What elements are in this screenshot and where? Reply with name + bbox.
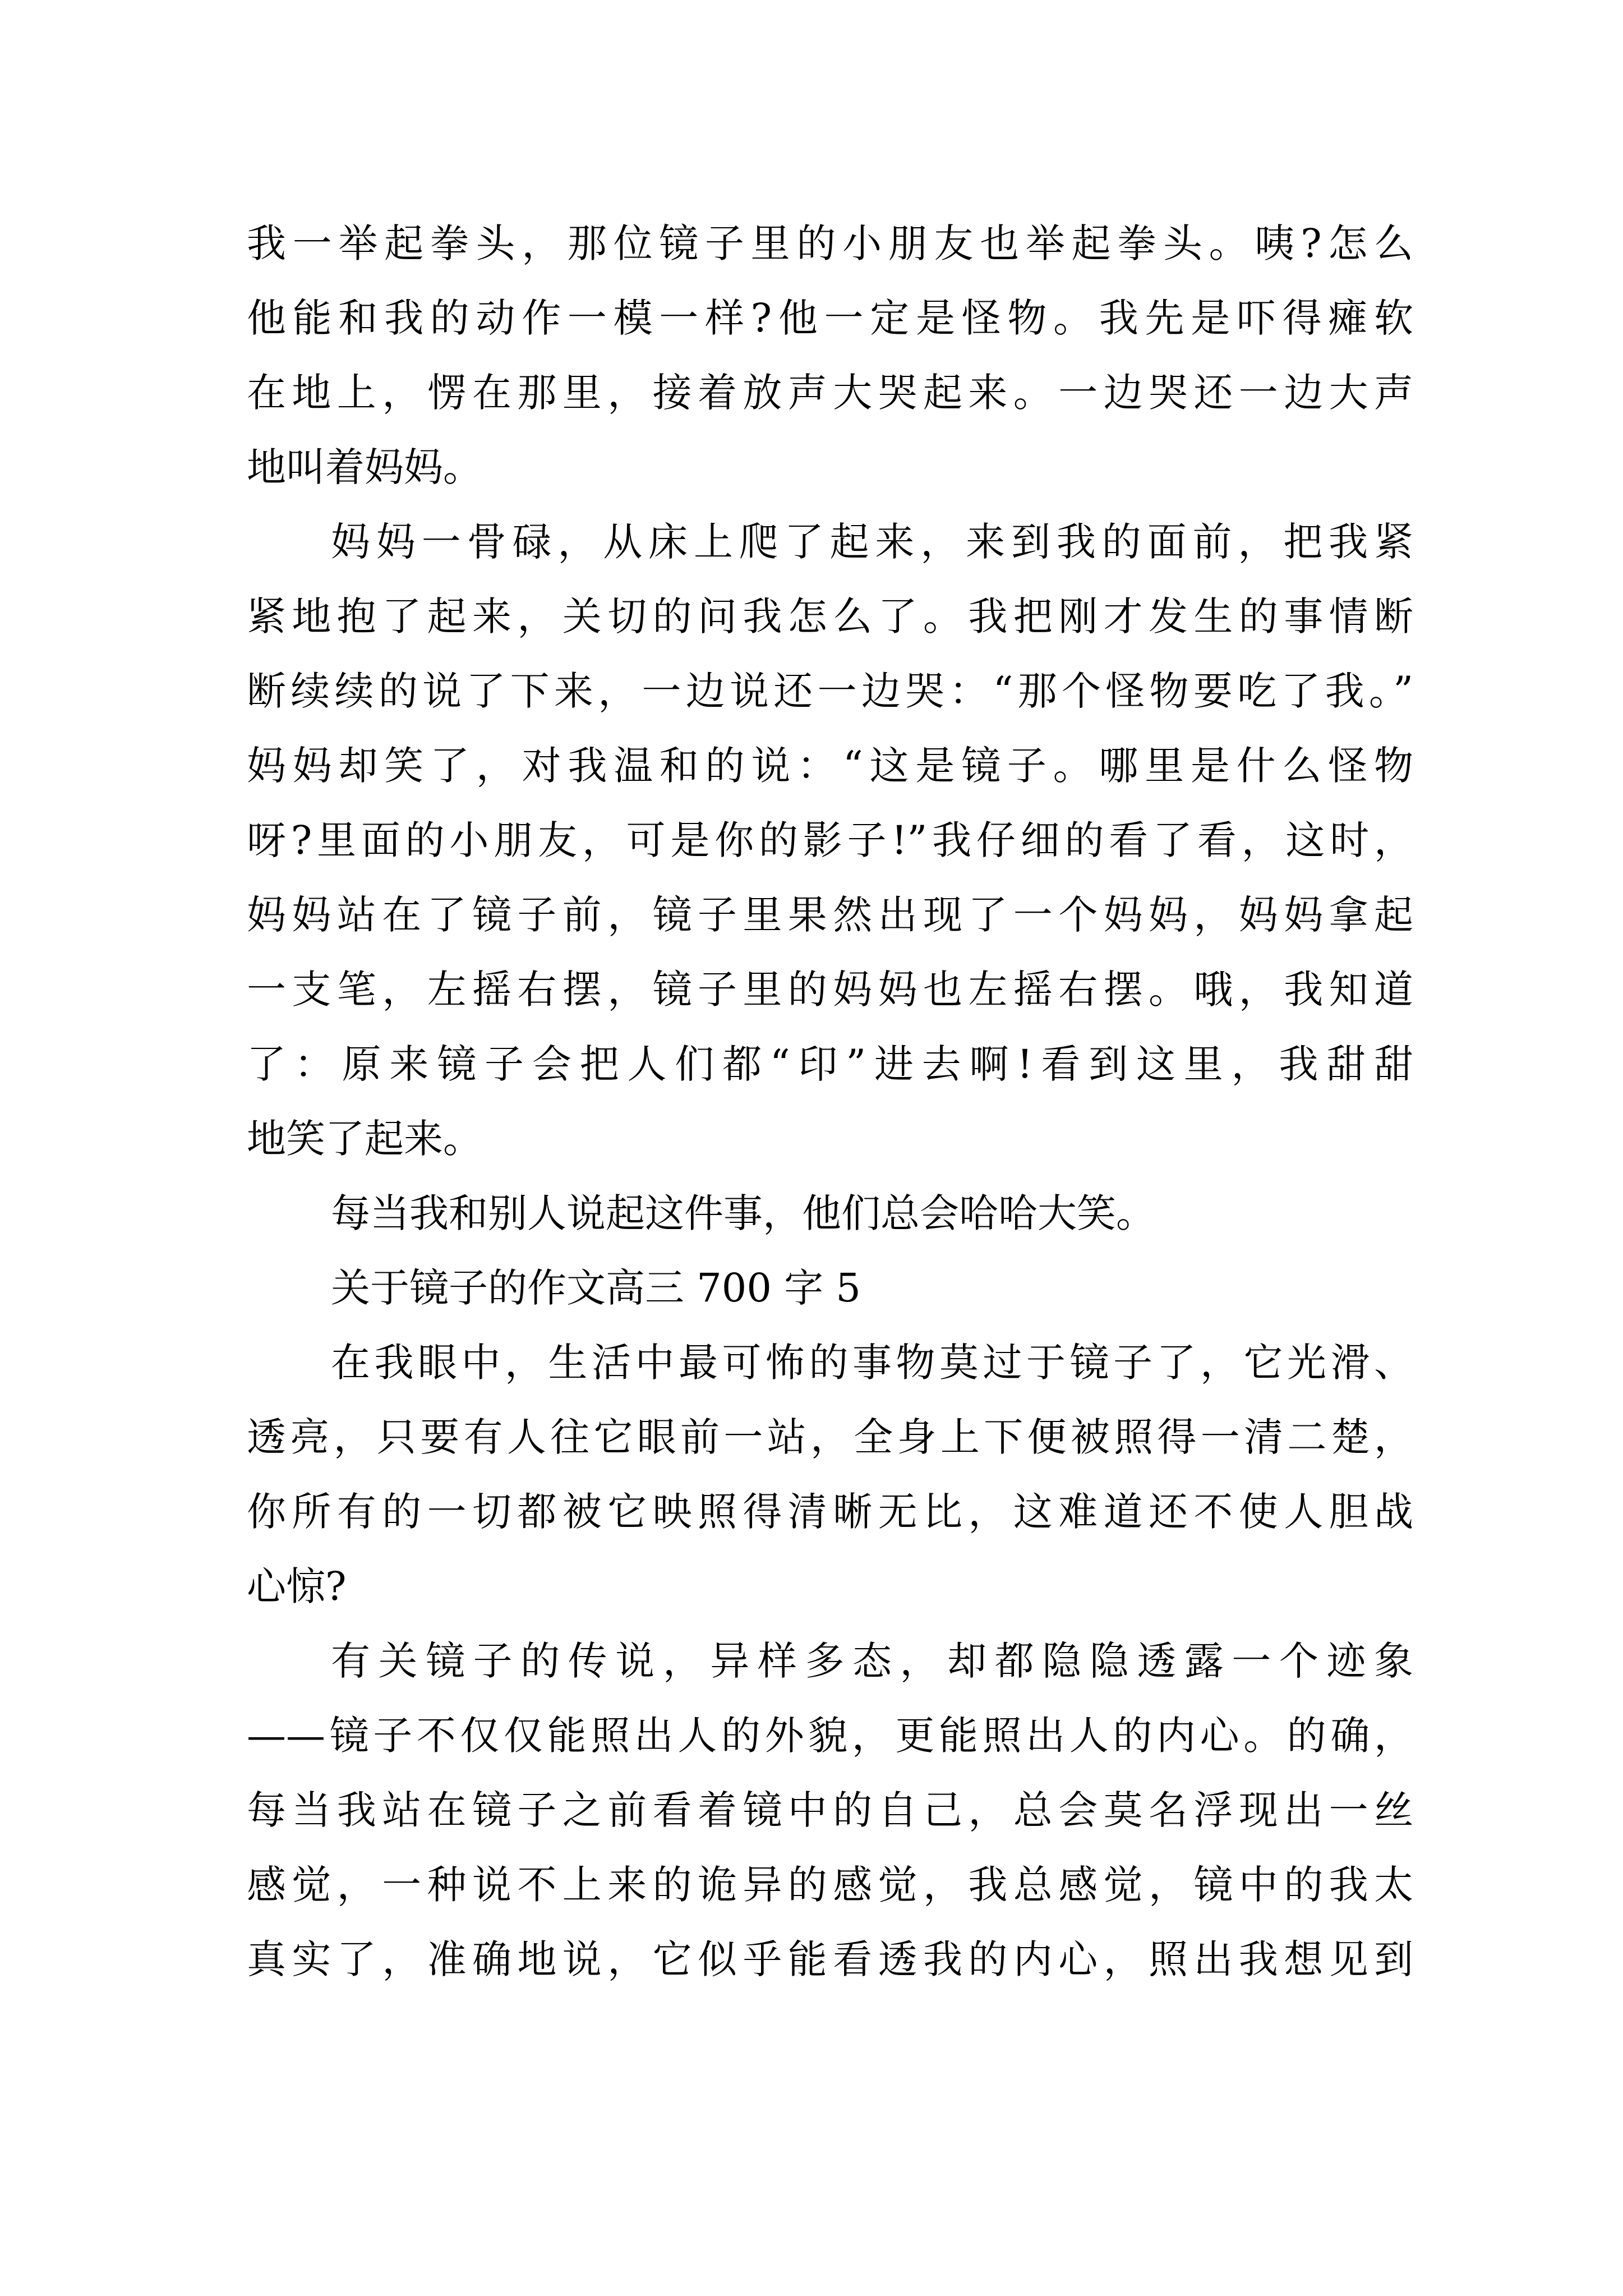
text-line: 我一举起拳头，那位镜子里的小朋友也举起拳头。咦?怎么 — [247, 220, 1413, 266]
essay-body — [247, 206, 1413, 1997]
text-line: 在地上，愣在那里，接着放声大哭起来。一边哭还一边大声 — [247, 370, 1413, 416]
text-line: ——镜子不仅仅能照出人的外貌，更能照出人的内心。的确， — [247, 1713, 1413, 1759]
text-line: 透亮，只要有人往它眼前一站，全身上下便被照得一清二楚， — [247, 1414, 1413, 1460]
text-line: 妈妈站在了镜子前，镜子里果然出现了一个妈妈，妈妈拿起 — [247, 892, 1413, 938]
text-line: 呀?里面的小朋友，可是你的影子!”我仔细的看了看，这时， — [247, 817, 1413, 863]
text-line: 心惊? — [247, 1563, 347, 1609]
text-line: 一支笔，左摇右摆，镜子里的妈妈也左摇右摆。哦，我知道 — [247, 967, 1413, 1013]
text-line: 了：原来镜子会把人们都“印”进去啊!看到这里，我甜甜 — [247, 1041, 1413, 1087]
paragraph-first-line: 有关镜子的传说，异样多态，却都隐隐透露一个迹象 — [331, 1638, 1413, 1684]
paragraph-first-line: 在我眼中，生活中最可怖的事物莫过于镜子了，它光滑、 — [331, 1340, 1413, 1386]
text-line: 妈妈却笑了，对我温和的说：“这是镜子。哪里是什么怪物 — [247, 743, 1413, 789]
text-line: 地笑了起来。 — [247, 1116, 482, 1162]
paragraph-first-line: 妈妈一骨碌，从床上爬了起来，来到我的面前，把我紧 — [331, 519, 1413, 565]
section-heading: 关于镜子的作文高三 700 字 5 — [331, 1265, 861, 1311]
paragraph-first-line: 每当我和别人说起这件事，他们总会哈哈大笑。 — [331, 1190, 1155, 1236]
text-line: 紧地抱了起来，关切的问我怎么了。我把刚才发生的事情断 — [247, 593, 1413, 639]
text-line: 你所有的一切都被它映照得清晰无比，这难道还不使人胆战 — [247, 1489, 1413, 1535]
text-line: 真实了，准确地说，它似乎能看透我的内心，照出我想见到 — [247, 1936, 1413, 1982]
text-line: 地叫着妈妈。 — [247, 444, 482, 490]
text-line: 每当我站在镜子之前看着镜中的自己，总会莫名浮现出一丝 — [247, 1787, 1413, 1833]
text-line: 感觉，一种说不上来的诡异的感觉，我总感觉，镜中的我太 — [247, 1862, 1413, 1908]
text-line: 断续续的说了下来，一边说还一边哭：“那个怪物要吃了我。” — [247, 668, 1413, 714]
text-line: 他能和我的动作一模一样?他一定是怪物。我先是吓得瘫软 — [247, 295, 1413, 341]
